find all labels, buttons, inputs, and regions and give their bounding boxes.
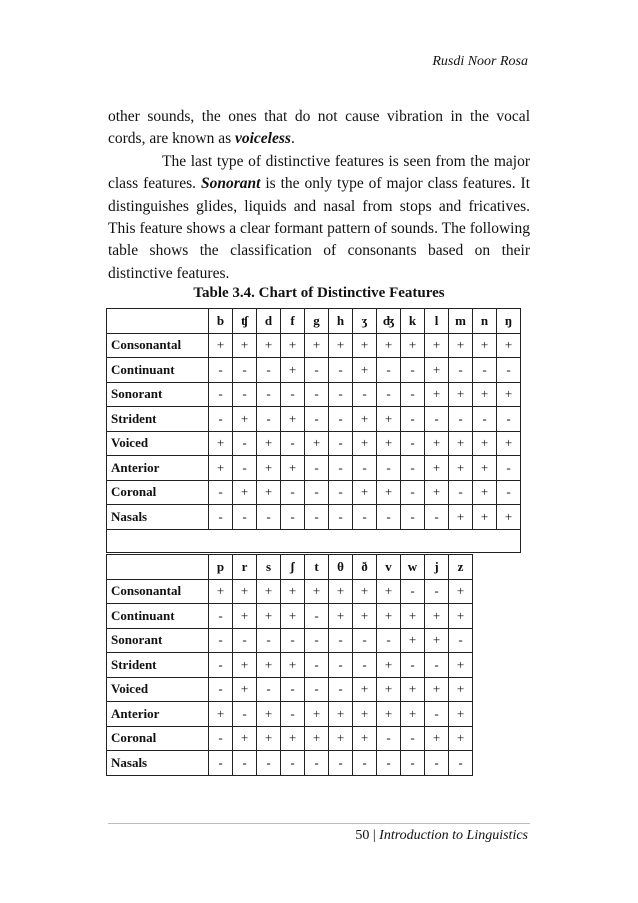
feature-value-cell: +	[473, 480, 497, 505]
feature-value-cell: +	[233, 726, 257, 751]
row-label-cell: Coronal	[107, 726, 209, 751]
term-voiceless: voiceless	[234, 130, 291, 148]
feature-value-cell: +	[305, 333, 329, 358]
feature-value-cell: -	[401, 358, 425, 383]
feature-value-cell: +	[257, 333, 281, 358]
feature-value-cell: +	[353, 358, 377, 383]
feature-value-cell: +	[233, 677, 257, 702]
feature-value-cell: -	[401, 726, 425, 751]
feature-value-cell: +	[425, 333, 449, 358]
feature-value-cell: -	[281, 628, 305, 653]
column-header-cell: s	[257, 555, 281, 580]
feature-value-cell: +	[377, 677, 401, 702]
running-header-author: Rusdi Noor Rosa	[432, 54, 528, 69]
feature-value-cell: +	[233, 604, 257, 629]
feature-value-cell: +	[425, 382, 449, 407]
page-number: 50	[355, 828, 370, 843]
table-header-row	[107, 309, 521, 334]
feature-value-cell: +	[377, 431, 401, 456]
feature-value-cell: -	[233, 505, 257, 530]
feature-value-cell: +	[257, 431, 281, 456]
feature-value-cell: -	[329, 505, 353, 530]
feature-value-cell: -	[377, 726, 401, 751]
row-label-cell: Voiced	[107, 677, 209, 702]
feature-value-cell: +	[449, 702, 473, 727]
paragraph-2	[108, 151, 530, 285]
feature-value-cell: +	[281, 726, 305, 751]
feature-value-cell: -	[401, 382, 425, 407]
feature-value-cell: -	[209, 505, 233, 530]
feature-value-cell: +	[449, 726, 473, 751]
column-header-cell: r	[233, 555, 257, 580]
feature-value-cell: -	[377, 505, 401, 530]
column-header-cell: w	[401, 555, 425, 580]
feature-value-cell: -	[209, 382, 233, 407]
feature-value-cell: -	[329, 456, 353, 481]
feature-value-cell: +	[209, 579, 233, 604]
feature-value-cell: +	[425, 358, 449, 383]
body-text	[108, 106, 530, 285]
feature-value-cell: -	[209, 677, 233, 702]
row-label-cell: Voiced	[107, 431, 209, 456]
feature-value-cell: +	[497, 382, 521, 407]
feature-value-cell: +	[449, 333, 473, 358]
feature-value-cell: -	[329, 751, 353, 776]
table-row	[107, 382, 521, 407]
book-title: Introduction to Linguistics	[379, 828, 528, 843]
column-header-cell: p	[209, 555, 233, 580]
feature-value-cell: +	[377, 480, 401, 505]
feature-value-cell: +	[257, 702, 281, 727]
feature-value-cell: +	[377, 604, 401, 629]
feature-value-cell: -	[281, 751, 305, 776]
feature-value-cell: +	[329, 604, 353, 629]
feature-value-cell: +	[209, 333, 233, 358]
feature-value-cell: +	[449, 431, 473, 456]
feature-value-cell: +	[281, 604, 305, 629]
feature-value-cell: -	[449, 751, 473, 776]
table-corner-cell	[107, 555, 209, 580]
table-row	[107, 480, 521, 505]
page-footer	[355, 828, 528, 844]
feature-value-cell: +	[425, 677, 449, 702]
column-header-cell: l	[425, 309, 449, 334]
feature-value-cell: +	[257, 480, 281, 505]
row-label-cell: Nasals	[107, 505, 209, 530]
table-row	[107, 456, 521, 481]
feature-value-cell: -	[497, 358, 521, 383]
feature-value-cell: +	[449, 456, 473, 481]
feature-value-cell: +	[353, 579, 377, 604]
feature-value-cell: +	[377, 333, 401, 358]
table-row	[107, 333, 521, 358]
feature-value-cell: -	[281, 431, 305, 456]
table-row	[107, 653, 473, 678]
column-header-cell: h	[329, 309, 353, 334]
row-label-cell: Anterior	[107, 702, 209, 727]
feature-table-2	[106, 554, 473, 776]
feature-value-cell: -	[425, 751, 449, 776]
feature-value-cell: +	[233, 480, 257, 505]
paragraph-2-rest: is the only type of major class features. It distinguishes glides, liquids and nasal from stops and fricatives. This feature shows a clear formant pattern of sounds. The following table shows the classification of consonants based on their distinctive features.	[108, 175, 531, 282]
feature-value-cell: -	[401, 579, 425, 604]
feature-value-cell: -	[353, 505, 377, 530]
feature-value-cell: -	[281, 382, 305, 407]
table-separator-row	[107, 529, 521, 552]
feature-value-cell: +	[353, 677, 377, 702]
column-header-cell: ŋ	[497, 309, 521, 334]
feature-value-cell: -	[425, 407, 449, 432]
table-row	[107, 407, 521, 432]
feature-value-cell: +	[353, 333, 377, 358]
paragraph-1	[108, 106, 530, 151]
table-row	[107, 505, 521, 530]
table-row	[107, 677, 473, 702]
feature-value-cell: -	[233, 751, 257, 776]
feature-value-cell: -	[329, 431, 353, 456]
feature-value-cell: -	[305, 480, 329, 505]
feature-value-cell: +	[257, 456, 281, 481]
column-header-cell: v	[377, 555, 401, 580]
table-row	[107, 604, 473, 629]
feature-value-cell: -	[209, 480, 233, 505]
row-label-cell: Consonantal	[107, 333, 209, 358]
feature-value-cell: +	[473, 431, 497, 456]
table-row	[107, 628, 473, 653]
feature-value-cell: +	[377, 653, 401, 678]
feature-value-cell: +	[281, 407, 305, 432]
feature-value-cell: +	[329, 702, 353, 727]
row-label-cell: Continuant	[107, 358, 209, 383]
feature-value-cell: -	[281, 505, 305, 530]
feature-value-cell: +	[233, 653, 257, 678]
feature-table-1	[106, 308, 521, 553]
feature-value-cell: -	[353, 382, 377, 407]
row-label-cell: Strident	[107, 407, 209, 432]
feature-value-cell: -	[401, 407, 425, 432]
column-header-cell: t	[305, 555, 329, 580]
row-label-cell: Continuant	[107, 604, 209, 629]
table-caption: Table 3.4. Chart of Distinctive Features	[193, 285, 445, 301]
column-header-cell: d	[257, 309, 281, 334]
column-header-cell: θ	[329, 555, 353, 580]
feature-value-cell: +	[353, 407, 377, 432]
feature-value-cell: +	[401, 333, 425, 358]
feature-value-cell: -	[329, 628, 353, 653]
feature-value-cell: +	[449, 579, 473, 604]
feature-value-cell: +	[281, 333, 305, 358]
feature-value-cell: +	[497, 333, 521, 358]
feature-value-cell: +	[257, 726, 281, 751]
feature-value-cell: +	[401, 702, 425, 727]
feature-value-cell: -	[377, 382, 401, 407]
feature-value-cell: -	[497, 480, 521, 505]
feature-value-cell: -	[305, 751, 329, 776]
feature-value-cell: +	[329, 579, 353, 604]
feature-value-cell: -	[329, 653, 353, 678]
column-header-cell: ʧ	[233, 309, 257, 334]
column-header-cell: ʃ	[281, 555, 305, 580]
column-header-cell: f	[281, 309, 305, 334]
feature-value-cell: +	[449, 677, 473, 702]
feature-value-cell: +	[305, 726, 329, 751]
feature-value-cell: -	[305, 456, 329, 481]
feature-value-cell: +	[449, 653, 473, 678]
feature-value-cell: +	[305, 579, 329, 604]
feature-value-cell: +	[329, 726, 353, 751]
table-row	[107, 702, 473, 727]
row-label-cell: Coronal	[107, 480, 209, 505]
feature-value-cell: -	[257, 382, 281, 407]
feature-value-cell: +	[377, 702, 401, 727]
feature-value-cell: -	[209, 407, 233, 432]
paragraph-1-text: other sounds, the ones that do not cause vibration in the vocal cords, are known as	[108, 108, 530, 148]
column-header-cell: ʒ	[353, 309, 377, 334]
feature-value-cell: +	[353, 702, 377, 727]
feature-value-cell: -	[281, 677, 305, 702]
row-label-cell: Strident	[107, 653, 209, 678]
feature-value-cell: -	[449, 628, 473, 653]
feature-value-cell: -	[233, 382, 257, 407]
feature-value-cell: -	[209, 604, 233, 629]
table-separator-cell	[107, 529, 521, 552]
feature-value-cell: +	[305, 702, 329, 727]
feature-value-cell: +	[425, 480, 449, 505]
feature-value-cell: -	[401, 751, 425, 776]
feature-value-cell: -	[209, 726, 233, 751]
feature-value-cell: -	[353, 751, 377, 776]
table-row	[107, 579, 473, 604]
feature-value-cell: +	[425, 456, 449, 481]
feature-value-cell: +	[353, 604, 377, 629]
feature-value-cell: -	[305, 604, 329, 629]
feature-value-cell: -	[329, 480, 353, 505]
feature-value-cell: +	[497, 431, 521, 456]
row-label-cell: Sonorant	[107, 382, 209, 407]
feature-value-cell: +	[353, 726, 377, 751]
feature-value-cell: +	[209, 702, 233, 727]
feature-value-cell: -	[497, 407, 521, 432]
feature-value-cell: +	[257, 653, 281, 678]
feature-value-cell: -	[233, 702, 257, 727]
table-row	[107, 726, 473, 751]
feature-value-cell: -	[257, 628, 281, 653]
feature-value-cell: +	[473, 382, 497, 407]
feature-value-cell: +	[473, 333, 497, 358]
feature-value-cell: +	[233, 333, 257, 358]
row-label-cell: Sonorant	[107, 628, 209, 653]
column-header-cell: k	[401, 309, 425, 334]
feature-value-cell: -	[233, 628, 257, 653]
feature-value-cell: -	[353, 628, 377, 653]
feature-value-cell: -	[377, 628, 401, 653]
column-header-cell: ʤ	[377, 309, 401, 334]
feature-value-cell: +	[281, 579, 305, 604]
feature-value-cell: +	[473, 505, 497, 530]
feature-value-cell: -	[449, 407, 473, 432]
feature-value-cell: -	[497, 456, 521, 481]
feature-value-cell: -	[305, 677, 329, 702]
feature-value-cell: -	[329, 677, 353, 702]
feature-value-cell: -	[449, 480, 473, 505]
feature-value-cell: +	[209, 456, 233, 481]
feature-value-cell: -	[353, 456, 377, 481]
feature-value-cell: +	[329, 333, 353, 358]
footer-rule	[108, 823, 530, 824]
feature-value-cell: -	[209, 628, 233, 653]
term-sonorant: Sonorant	[200, 175, 261, 193]
feature-value-cell: +	[425, 726, 449, 751]
feature-value-cell: -	[401, 431, 425, 456]
feature-value-cell: -	[305, 653, 329, 678]
feature-value-cell: +	[401, 628, 425, 653]
row-label-cell: Nasals	[107, 751, 209, 776]
feature-value-cell: -	[257, 358, 281, 383]
column-header-cell: g	[305, 309, 329, 334]
feature-value-cell: +	[377, 579, 401, 604]
feature-value-cell: -	[233, 456, 257, 481]
feature-value-cell: -	[473, 407, 497, 432]
table-corner-cell	[107, 309, 209, 334]
feature-value-cell: -	[209, 358, 233, 383]
feature-value-cell: -	[425, 653, 449, 678]
table-header-row	[107, 555, 473, 580]
feature-value-cell: +	[257, 604, 281, 629]
paragraph-2-text: The last type of distinctive features is seen from the major class features.	[108, 152, 530, 193]
feature-value-cell: -	[401, 653, 425, 678]
feature-value-cell: +	[401, 604, 425, 629]
feature-value-cell: -	[425, 505, 449, 530]
column-header-cell: n	[473, 309, 497, 334]
feature-value-cell: +	[353, 431, 377, 456]
feature-value-cell: -	[209, 751, 233, 776]
feature-value-cell: +	[257, 579, 281, 604]
feature-value-cell: +	[233, 579, 257, 604]
feature-value-cell: +	[425, 604, 449, 629]
feature-value-cell: -	[329, 358, 353, 383]
feature-value-cell: +	[281, 358, 305, 383]
feature-value-cell: -	[377, 358, 401, 383]
feature-value-cell: -	[233, 431, 257, 456]
feature-value-cell: -	[401, 505, 425, 530]
paragraph-1-end: .	[290, 130, 295, 148]
feature-value-cell: -	[305, 628, 329, 653]
feature-value-cell: -	[329, 407, 353, 432]
feature-value-cell: -	[473, 358, 497, 383]
feature-value-cell: -	[329, 382, 353, 407]
feature-value-cell: -	[377, 456, 401, 481]
column-header-cell: ð	[353, 555, 377, 580]
feature-value-cell: -	[425, 579, 449, 604]
feature-value-cell: +	[401, 677, 425, 702]
feature-value-cell: -	[257, 505, 281, 530]
feature-value-cell: +	[281, 653, 305, 678]
column-header-cell: m	[449, 309, 473, 334]
feature-value-cell: +	[209, 431, 233, 456]
table-row	[107, 358, 521, 383]
table-row	[107, 431, 521, 456]
feature-value-cell: +	[449, 382, 473, 407]
feature-value-cell: -	[257, 407, 281, 432]
feature-value-cell: -	[281, 702, 305, 727]
feature-value-cell: -	[257, 677, 281, 702]
feature-value-cell: -	[449, 358, 473, 383]
feature-value-cell: -	[209, 653, 233, 678]
feature-value-cell: -	[257, 751, 281, 776]
feature-value-cell: -	[305, 407, 329, 432]
feature-value-cell: +	[281, 456, 305, 481]
feature-value-cell: +	[233, 407, 257, 432]
feature-value-cell: +	[449, 505, 473, 530]
feature-value-cell: +	[497, 505, 521, 530]
row-label-cell: Anterior	[107, 456, 209, 481]
row-label-cell: Consonantal	[107, 579, 209, 604]
feature-value-cell: -	[281, 480, 305, 505]
feature-value-cell: -	[233, 358, 257, 383]
feature-value-cell: -	[425, 702, 449, 727]
column-header-cell: j	[425, 555, 449, 580]
feature-value-cell: -	[353, 653, 377, 678]
column-header-cell: z	[449, 555, 473, 580]
feature-value-cell: +	[473, 456, 497, 481]
feature-value-cell: +	[425, 431, 449, 456]
feature-value-cell: -	[305, 358, 329, 383]
column-header-cell: b	[209, 309, 233, 334]
feature-value-cell: +	[425, 628, 449, 653]
footer-separator: |	[372, 828, 376, 843]
feature-value-cell: -	[377, 751, 401, 776]
feature-value-cell: -	[401, 480, 425, 505]
feature-value-cell: -	[401, 456, 425, 481]
table-row	[107, 751, 473, 776]
feature-value-cell: +	[305, 431, 329, 456]
feature-value-cell: +	[353, 480, 377, 505]
feature-value-cell: +	[449, 604, 473, 629]
feature-value-cell: -	[305, 505, 329, 530]
feature-value-cell: -	[305, 382, 329, 407]
feature-value-cell: +	[377, 407, 401, 432]
